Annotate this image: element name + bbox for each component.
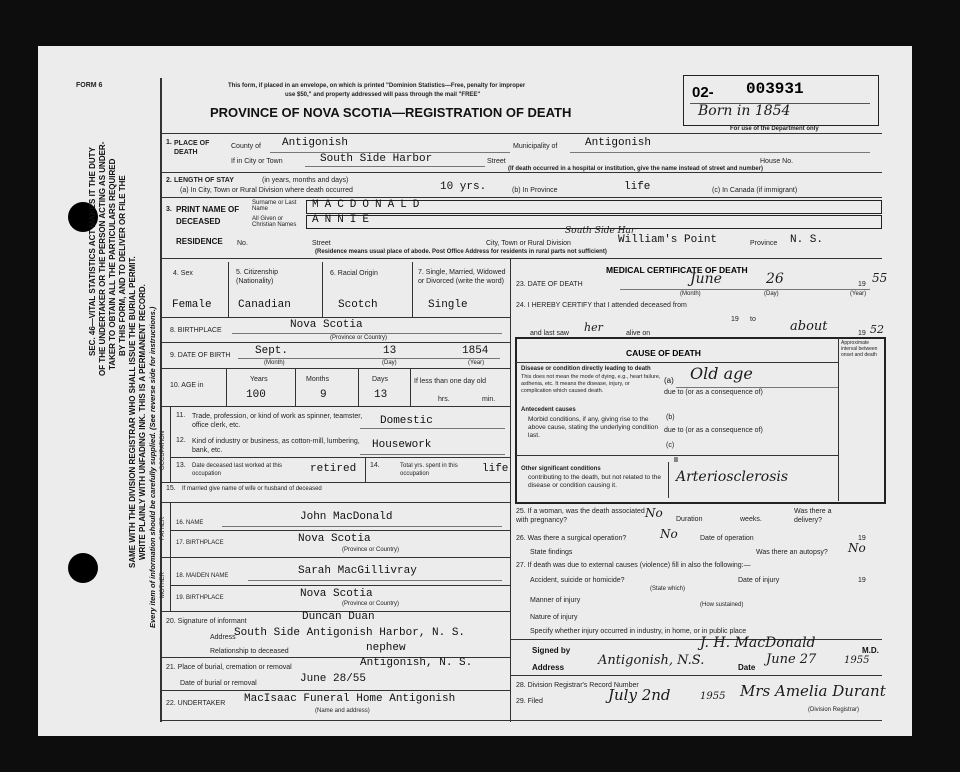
burial-place: Antigonish, N. S. [360,657,473,669]
age-months: 9 [320,389,327,401]
mother-maiden-name: Sarah MacGillivray [298,565,417,577]
father-side-label: FATHER [160,516,166,540]
occupation-side-label: OCCUPATION [160,430,166,470]
residence-division-above: South Side Har [565,226,636,236]
sex-value: Female [172,299,212,311]
father-name: John MacDonald [300,511,393,523]
registration-number: 003931 [746,80,804,98]
citizenship-value: Canadian [238,299,291,311]
side-note-instructions: Every item of information should be carefully supplied. (See reverse side for instructions.) [148,306,157,628]
marital-status-value: Single [428,299,468,311]
racial-origin-value: Scotch [338,299,378,311]
immediate-cause: Old age [690,364,753,383]
binder-hole [68,553,98,583]
place-of-death-label: PLACE OF DEATH [174,140,210,156]
residence-label: RESIDENCE [176,237,223,246]
other-conditions: Arteriosclerosis [676,469,789,485]
dob-month: Sept. [255,345,289,357]
length-of-stay-label: LENGTH OF STAY [174,177,234,184]
burial-date: June 28/55 [300,673,367,685]
filed-date: July 2nd [608,686,671,704]
death-day: 26 [766,271,784,287]
physician-address: Antigonish, N.S. [598,653,705,668]
autopsy-answer: No [848,541,866,555]
undertaker-value: MacIsaac Funeral Home Antigonish [244,693,456,705]
occupation-industry: Housework [372,439,432,451]
last-saw-date: about [790,319,828,334]
signed-date: June 27 [766,652,817,667]
informant-address: South Side Antigonish Harbor, N. S. [234,627,466,639]
father-birthplace: Nova Scotia [298,533,371,545]
municipality-value: Antigonish [585,137,652,149]
cause-of-death-title: CAUSE OF DEATH [626,348,701,358]
stay-in-division: 10 yrs. [440,181,487,193]
last-saw-pronoun: her [584,321,603,334]
years-in-occupation: life [482,463,509,475]
form-number: FORM 6 [76,82,103,89]
birthplace-value: Nova Scotia [290,319,363,331]
given-name-value: ANNIE [312,214,376,226]
county-value: Antigonish [282,137,349,149]
department-use-note: For use of the Department only [730,126,819,132]
death-year: 55 [872,271,888,285]
mail-notice-line1: This form, if placed in an envelope, on which is printed "Dominion Statistics—Free, penalty for improper [228,83,526,89]
dob-year: 1854 [462,345,489,357]
mail-notice-line2: use $50," and property addressed will pass through the mail "FREE" [285,92,481,98]
registration-prefix: 02- [692,84,714,101]
surname-value: MACDONALD [312,199,426,211]
side-note-line: BY THIS FORM, AND TO DELIVER OR FILE THE [118,175,127,356]
filed-year: 1955 [700,691,726,702]
mother-birthplace: Nova Scotia [300,588,373,600]
residence-division: William's Point [618,234,718,246]
age-days: 13 [374,389,388,401]
print-name-label: PRINT NAME OF DECEASED [176,205,240,226]
city-value: South Side Harbor [320,153,433,165]
occupation-trade: Domestic [380,415,433,427]
informant-relationship: nephew [366,642,406,654]
side-note-line: WRITE PLAINLY WITH UNFADING INK. THIS IS A PERMANENT RECORD. [138,284,147,560]
side-note-line: OF THE UNDERTAKER OR THE PERSON ACTING AS UNDER- [98,141,107,376]
date-last-worked: retired [310,463,357,475]
stay-in-province: life [624,181,651,193]
side-note-line: SEC. 46—VITAL STATISTICS ACT MAKES IT THE DUTY [88,147,97,356]
medical-certificate-title: MEDICAL CERTIFICATE OF DEATH [606,265,748,275]
registrar-signature: Mrs Amelia Durant [740,682,886,700]
side-note-line: TAKER TO OBTAIN ALL THE PARTICULARS REQUIRED [108,158,117,370]
informant-name: Duncan Duan [302,611,375,623]
surgery-answer: No [660,527,678,541]
pregnancy-answer: No [645,506,663,520]
residence-province: N. S. [790,234,824,246]
physician-signature: J. H. MacDonald [700,635,816,651]
born-year-note: Born in 1854 [698,103,791,119]
dob-day: 13 [383,345,397,357]
side-note-line: SAME WITH THE DIVISION REGISTRAR WHO SHALL ISSUE THE BURIAL PERMIT. [128,256,137,568]
mother-side-label: MOTHER [160,572,166,598]
age-years: 100 [246,389,266,401]
death-month: June [690,271,722,287]
last-saw-year: 52 [870,323,884,336]
form-title: PROVINCE OF NOVA SCOTIA—REGISTRATION OF DEATH [210,105,572,120]
signed-year: 1955 [844,655,870,666]
